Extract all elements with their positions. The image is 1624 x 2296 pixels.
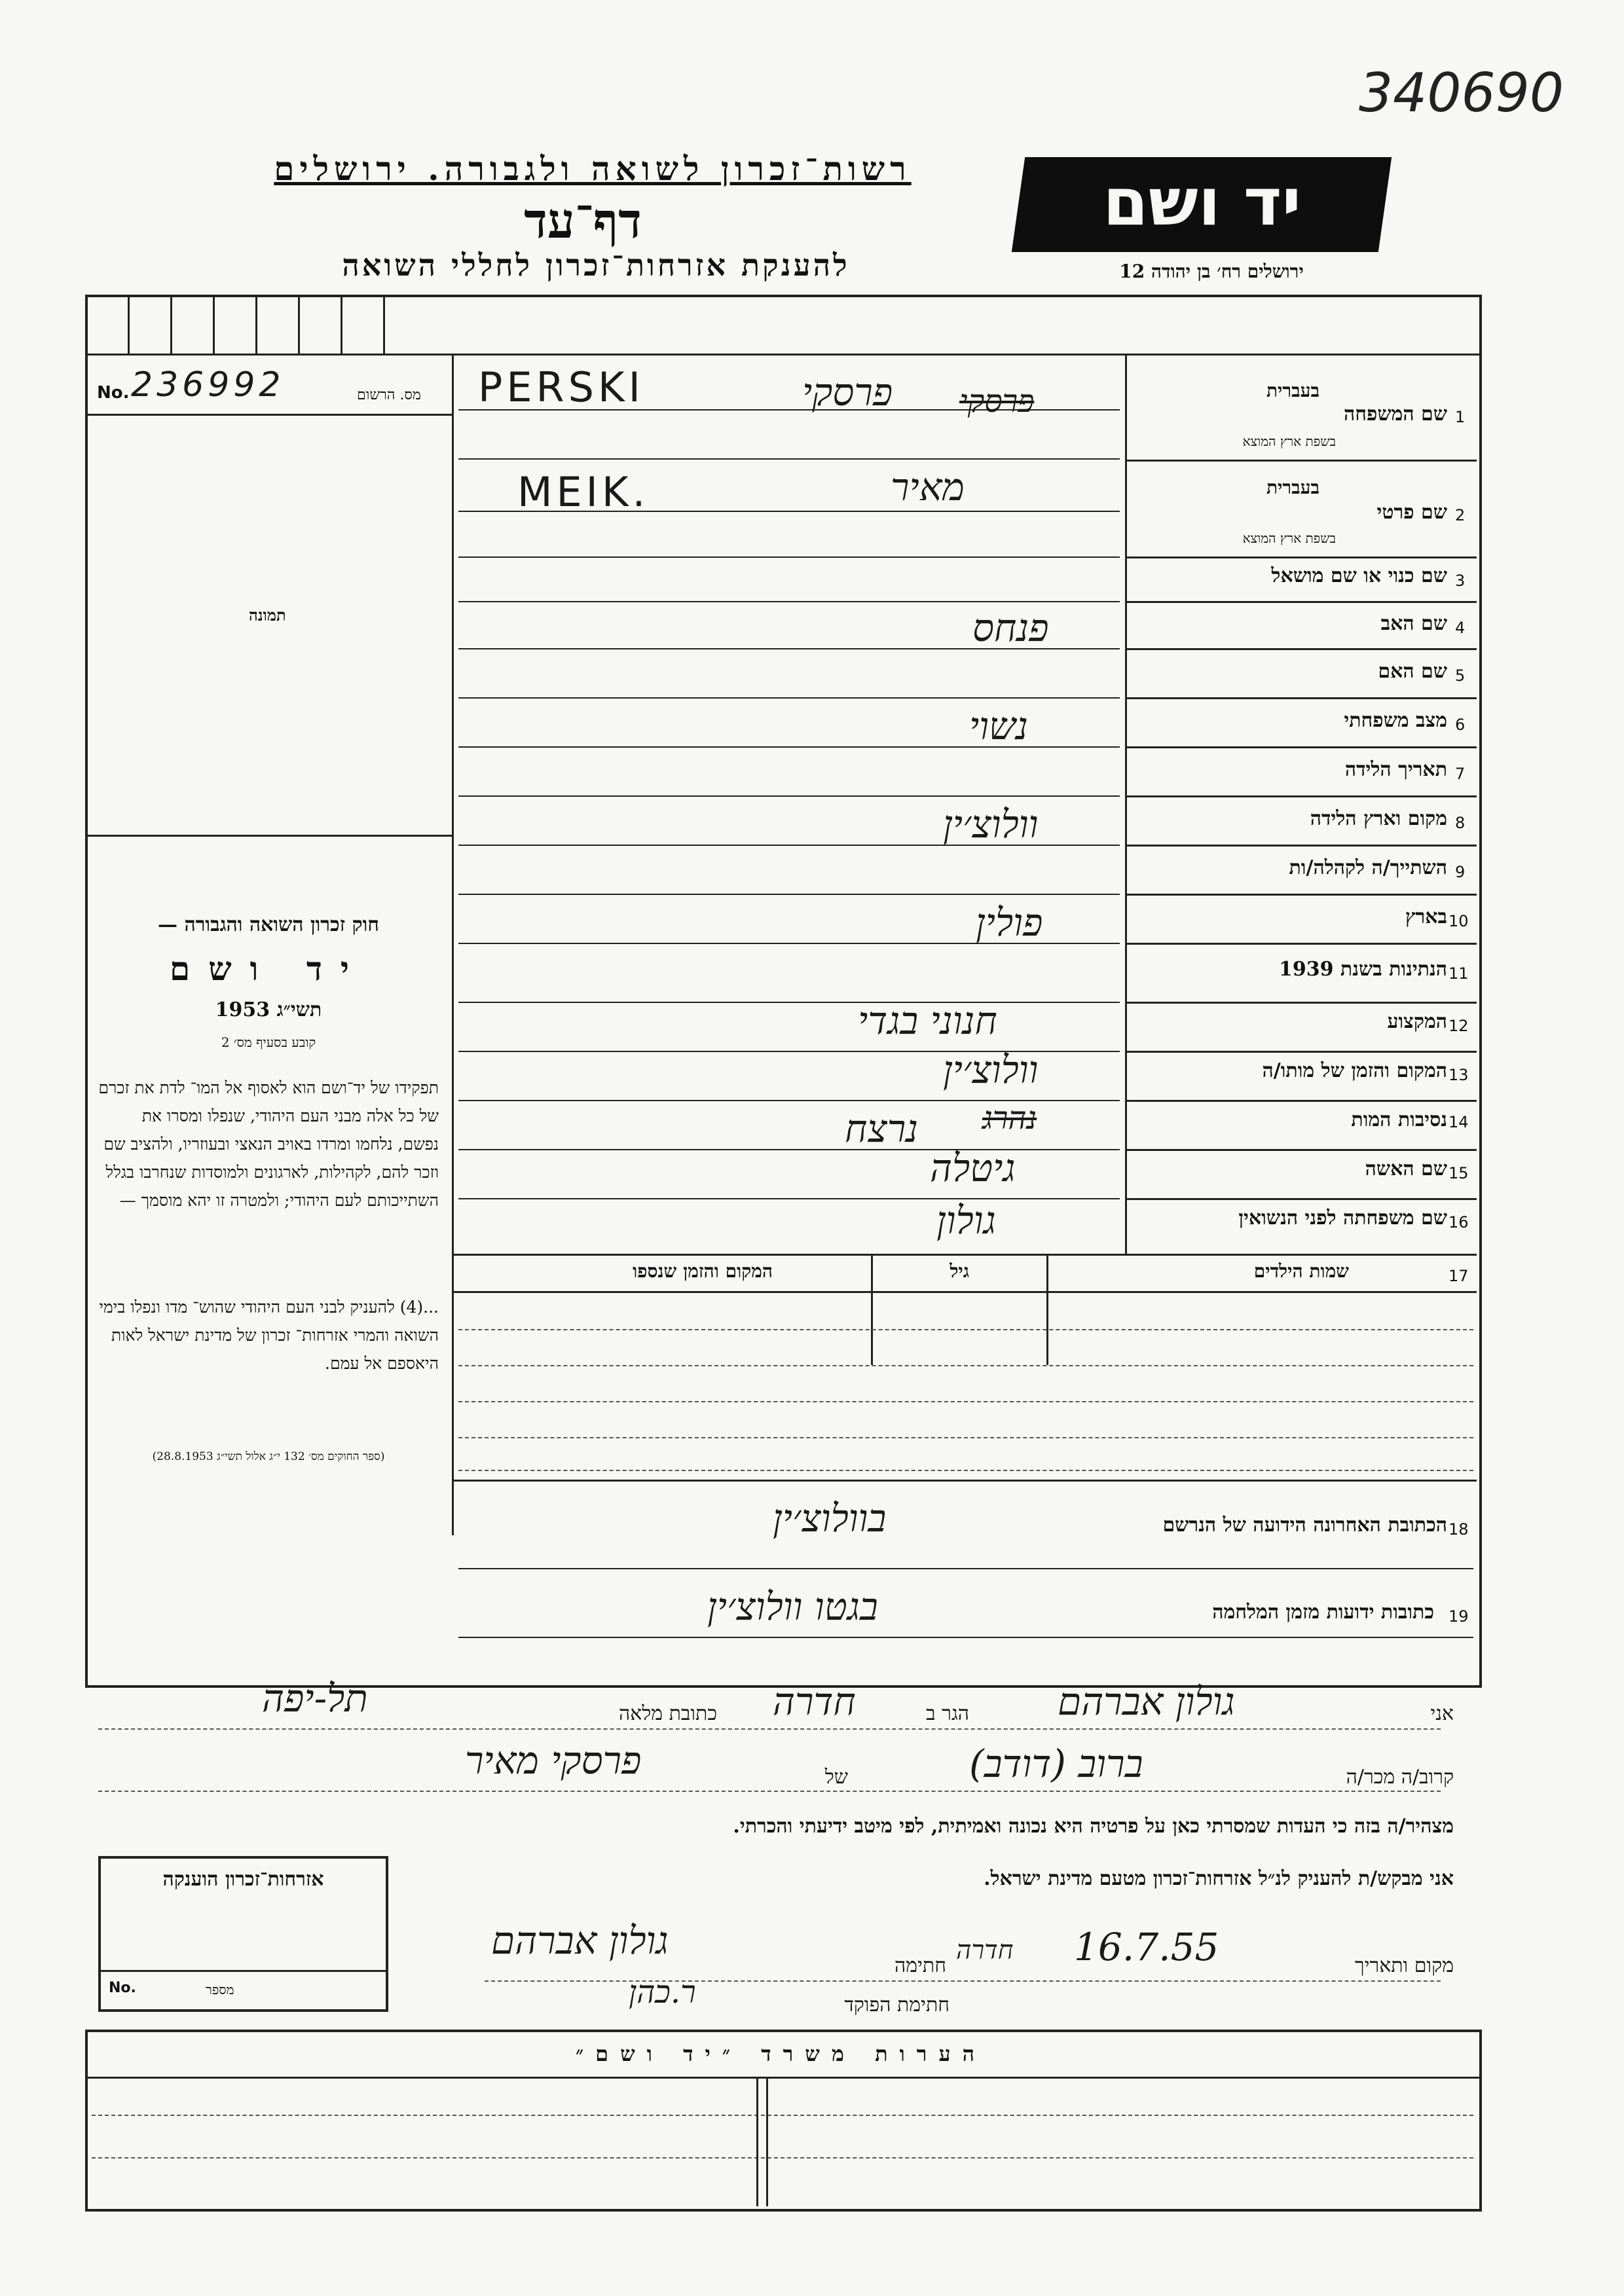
field-label: השתייך/ה לקהלה/ות xyxy=(1289,856,1447,879)
value-line xyxy=(458,601,1120,602)
photo-label: תמונה xyxy=(249,606,286,625)
field-number: 11 xyxy=(1449,964,1469,983)
row-line xyxy=(1125,845,1477,847)
field-number: 1 xyxy=(1455,408,1466,426)
field-label: שם פרטי xyxy=(1376,501,1447,524)
notes-line xyxy=(92,2115,1473,2116)
citizenship-box-title: אזרחות־זכרון הוענקה xyxy=(162,1868,324,1891)
children-header-line xyxy=(452,1291,1477,1293)
field-number: 5 xyxy=(1455,666,1466,685)
row-line xyxy=(1125,1254,1477,1256)
wife-maiden-name-value: גולון xyxy=(936,1198,996,1243)
declaration-statement-1: מצהיר/ה בזה כי העדות שמסרתי כאן על פרטיה היא נכונה ואמיתית, לפי מיטב ידיעתי והכרתי. xyxy=(733,1815,1454,1838)
declarant-i-label: אני xyxy=(1430,1702,1454,1725)
strip-divider xyxy=(383,297,385,354)
value-line xyxy=(458,894,1120,895)
strip-divider xyxy=(255,297,257,354)
death-circumstances-value: נרצח xyxy=(845,1106,919,1151)
of-label: של xyxy=(824,1766,848,1789)
children-row xyxy=(458,1329,1473,1330)
death-circumstances-struck: נהרג xyxy=(982,1100,1037,1137)
children-row xyxy=(458,1401,1473,1402)
notes-divider xyxy=(766,2077,768,2206)
field-label: כתובות ידועות מזמן המלחמה xyxy=(1212,1601,1434,1624)
family-name-struck: פרסקי xyxy=(959,383,1035,420)
strip-divider xyxy=(213,297,215,354)
law-source: (ספר החוקים מס׳ 132 י״ג אלול תשי״ג 28.8.1953) xyxy=(152,1450,385,1463)
row-line xyxy=(1125,697,1477,699)
field-label: מצב משפחתי xyxy=(1344,709,1447,732)
field-label: הכתובת האחרונה הידועה של הנרשם xyxy=(1162,1514,1447,1537)
first-name-hebrew: מאיר xyxy=(891,465,965,509)
org-address: ירושלים רח׳ בן יהודה 12 xyxy=(1119,261,1304,282)
officer-signature-label: חתימת הפוקד xyxy=(844,1994,950,2016)
wartime-address-value: בגטו וולוצ׳ין xyxy=(707,1584,878,1629)
logo-text: יד ושם xyxy=(1103,164,1301,240)
row-line xyxy=(1125,1149,1477,1151)
registration-prefix: No. xyxy=(97,383,130,403)
row-line xyxy=(1125,556,1477,558)
row-line xyxy=(1125,795,1477,797)
family-name-hebrew: פרסקי xyxy=(802,370,893,414)
resident-label: הגר ב xyxy=(926,1702,969,1725)
registration-label: מס. הרשום xyxy=(357,387,421,403)
field-number: 7 xyxy=(1455,765,1466,783)
field-label: בארץ xyxy=(1405,905,1447,928)
value-line xyxy=(458,795,1120,797)
field-label: המקום והזמן של מותו/ה xyxy=(1262,1059,1447,1082)
field-number: 9 xyxy=(1455,863,1466,881)
signature-line xyxy=(485,1980,1441,1982)
row-line xyxy=(1125,601,1477,603)
registration-number: 236992 xyxy=(131,365,285,405)
marital-status-value: נשוי xyxy=(969,704,1028,748)
field-number: 6 xyxy=(1455,716,1466,734)
children-row xyxy=(458,1365,1473,1366)
strip-divider xyxy=(170,297,172,354)
row-line xyxy=(1125,746,1477,748)
citizenship-box xyxy=(98,1856,388,2012)
row-line xyxy=(452,1254,1125,1256)
notes-line xyxy=(85,2077,1479,2079)
birthplace-value: וולוצ׳ין xyxy=(943,802,1039,847)
field-local-label: בשפת ארץ המוצא xyxy=(1242,433,1336,449)
children-row xyxy=(458,1437,1473,1438)
field-label: שם האב xyxy=(1380,612,1447,635)
field-label: הנתינות בשנת 1939 xyxy=(1278,958,1447,981)
field-number: 12 xyxy=(1449,1017,1469,1035)
archive-number: 340690 xyxy=(1359,62,1564,124)
resident-place: חדרה xyxy=(773,1679,856,1724)
field-label: נסיבות המות xyxy=(1351,1108,1447,1131)
profession-value: חנוני בגדי xyxy=(858,998,997,1043)
date-value: 16.7.55 xyxy=(1074,1925,1219,1969)
photo-bottom xyxy=(85,835,452,837)
officer-signature: ר.כהן xyxy=(629,1974,696,2011)
citizenship-box-number-label: מספר xyxy=(206,1982,234,1997)
children-col-border xyxy=(1046,1254,1048,1365)
field-number: 17 xyxy=(1449,1267,1469,1285)
strip-divider xyxy=(298,297,300,354)
field-label: שם האשה xyxy=(1365,1157,1447,1180)
declarant-name: גולון אברהם xyxy=(1058,1679,1235,1724)
label-column-border xyxy=(1125,354,1127,1254)
field-hebrew-label: בעברית xyxy=(1266,477,1320,498)
children-age-header: גיל xyxy=(950,1260,969,1282)
left-column-border xyxy=(452,354,454,1535)
row-line xyxy=(1125,460,1477,462)
strip-divider xyxy=(128,297,130,354)
strip-divider xyxy=(341,297,342,354)
place-date-label: מקום ותאריך xyxy=(1354,1954,1454,1977)
wife-name-value: גיטלה xyxy=(930,1146,1016,1190)
office-notes-title: הערות משרד ״יד ושם״ xyxy=(576,2041,986,2066)
value-line xyxy=(458,1568,1473,1569)
law-paragraph-2: ...(4) להעניק לבני העם היהודי שהוש־ מדו ונפלו בימי השואה והמרי אזרחות־ זכרון של מדינת ישראל לאות היאספם אל עמם. xyxy=(99,1298,439,1373)
field-local-label: בשפת ארץ המוצא xyxy=(1242,530,1336,546)
row-line xyxy=(1125,1002,1477,1004)
field-label: המקצוע xyxy=(1387,1010,1447,1033)
relative-label: קרוב/ה מכר/ה xyxy=(1346,1766,1454,1789)
field-number: 13 xyxy=(1449,1066,1469,1084)
law-paragraph-1: תפקידו של יד־ושם הוא לאסוף אל המו־ לדת את זכרם של כל אלה מבני העם היהודי, שנפלו ומסרו את נפשם, נלחמו ומרדו באויב הנאצי ובעוזריו, ולהציב שם וזכר להם, לקהילות, לארגונים ולמוסדות שנחרבו בגלל השתייכותם לעם היהודי; ולמטרה זו יהא מוסמך — xyxy=(98,1078,439,1210)
value-line xyxy=(458,458,1120,460)
field-number: 16 xyxy=(1449,1213,1469,1231)
notes-divider xyxy=(756,2077,758,2206)
field-number: 10 xyxy=(1449,912,1469,930)
field-label: שם כנוי או שם מושאל xyxy=(1271,564,1447,587)
children-row xyxy=(458,1470,1473,1471)
children-bottom xyxy=(452,1480,1477,1482)
row-line xyxy=(1125,1198,1477,1200)
field-number: 14 xyxy=(1449,1113,1469,1131)
signature-label: חתימה xyxy=(895,1954,946,1977)
law-name: יד ושם xyxy=(170,949,367,988)
field-number: 3 xyxy=(1455,572,1466,590)
father-name-value: פנחס xyxy=(972,606,1049,650)
field-label: שם האם xyxy=(1378,660,1447,683)
org-name: רשות־זכרון לשואה ולגבורה. ירושלים xyxy=(274,149,912,188)
value-line xyxy=(458,1198,1120,1199)
field-hebrew-label: בעברית xyxy=(1266,380,1320,401)
declaration-line xyxy=(98,1791,1441,1792)
children-names-header: שמות הילדים xyxy=(1253,1260,1349,1282)
field-label: שם משפחתה לפני הנשואין xyxy=(1238,1207,1447,1230)
declarant-signature: גולון אברהם xyxy=(491,1918,669,1963)
children-place-header: המקום והזמן שנספו xyxy=(633,1260,773,1282)
value-line xyxy=(458,1002,1120,1003)
declaration-line xyxy=(98,1728,1441,1730)
law-year: תשי״ג 1953 xyxy=(215,998,322,1021)
field-label: תאריך הלידה xyxy=(1344,758,1447,781)
yad-vashem-logo xyxy=(1012,157,1392,252)
field-label: מקום וארץ הלידה xyxy=(1310,807,1447,830)
declaration-statement-2: אני מבקש/ת להעניק לנ״ל אזרחות־זכרון מטעם מדינת ישראל. xyxy=(984,1867,1454,1890)
country-value: פולין xyxy=(976,900,1043,945)
place-value: חדרה xyxy=(956,1935,1014,1965)
top-strip xyxy=(85,354,1479,355)
last-address-value: בוולוצ׳ין xyxy=(773,1496,887,1540)
field-number: 8 xyxy=(1455,814,1466,832)
row-line xyxy=(1125,648,1477,650)
row-line xyxy=(1125,1100,1477,1102)
field-number: 4 xyxy=(1455,619,1466,637)
law-title: חוק זכרון השואה והגבורה — xyxy=(158,913,379,936)
address-value: תל-יפה xyxy=(262,1676,368,1721)
value-line xyxy=(458,1149,1120,1150)
death-place-value: וולוצ׳ין xyxy=(943,1048,1039,1092)
row-line xyxy=(1125,1051,1477,1053)
field-label: שם המשפחה xyxy=(1343,403,1447,426)
law-clause: קובע בסעיף מס׳ 2 xyxy=(221,1034,316,1050)
value-line xyxy=(458,1637,1473,1638)
field-number: 19 xyxy=(1449,1607,1469,1626)
citizenship-box-prefix: No. xyxy=(109,1980,136,1996)
form-title: דף־עד xyxy=(524,193,642,249)
relation-value: ברוב (דודב) xyxy=(969,1741,1143,1786)
notes-line xyxy=(92,2157,1473,2159)
address-label: כתובת מלאה xyxy=(619,1702,717,1725)
value-line xyxy=(458,556,1120,558)
registration-line xyxy=(85,414,452,416)
row-line xyxy=(1125,943,1477,945)
children-col-border xyxy=(871,1254,873,1365)
field-number: 2 xyxy=(1455,506,1466,524)
value-line xyxy=(458,697,1120,699)
form-subtitle: להענקת אזרחות־זכרון לחללי השואה xyxy=(342,247,850,283)
form-frame xyxy=(85,295,1482,1688)
field-number: 15 xyxy=(1449,1164,1469,1182)
of-value: פרסקי מאיר xyxy=(465,1738,642,1783)
citizenship-box-row xyxy=(101,1970,386,2011)
row-line xyxy=(1125,894,1477,896)
family-name-latin: PERSKI xyxy=(478,363,644,411)
first-name-latin: MEIK. xyxy=(517,468,650,516)
field-number: 18 xyxy=(1449,1520,1469,1539)
